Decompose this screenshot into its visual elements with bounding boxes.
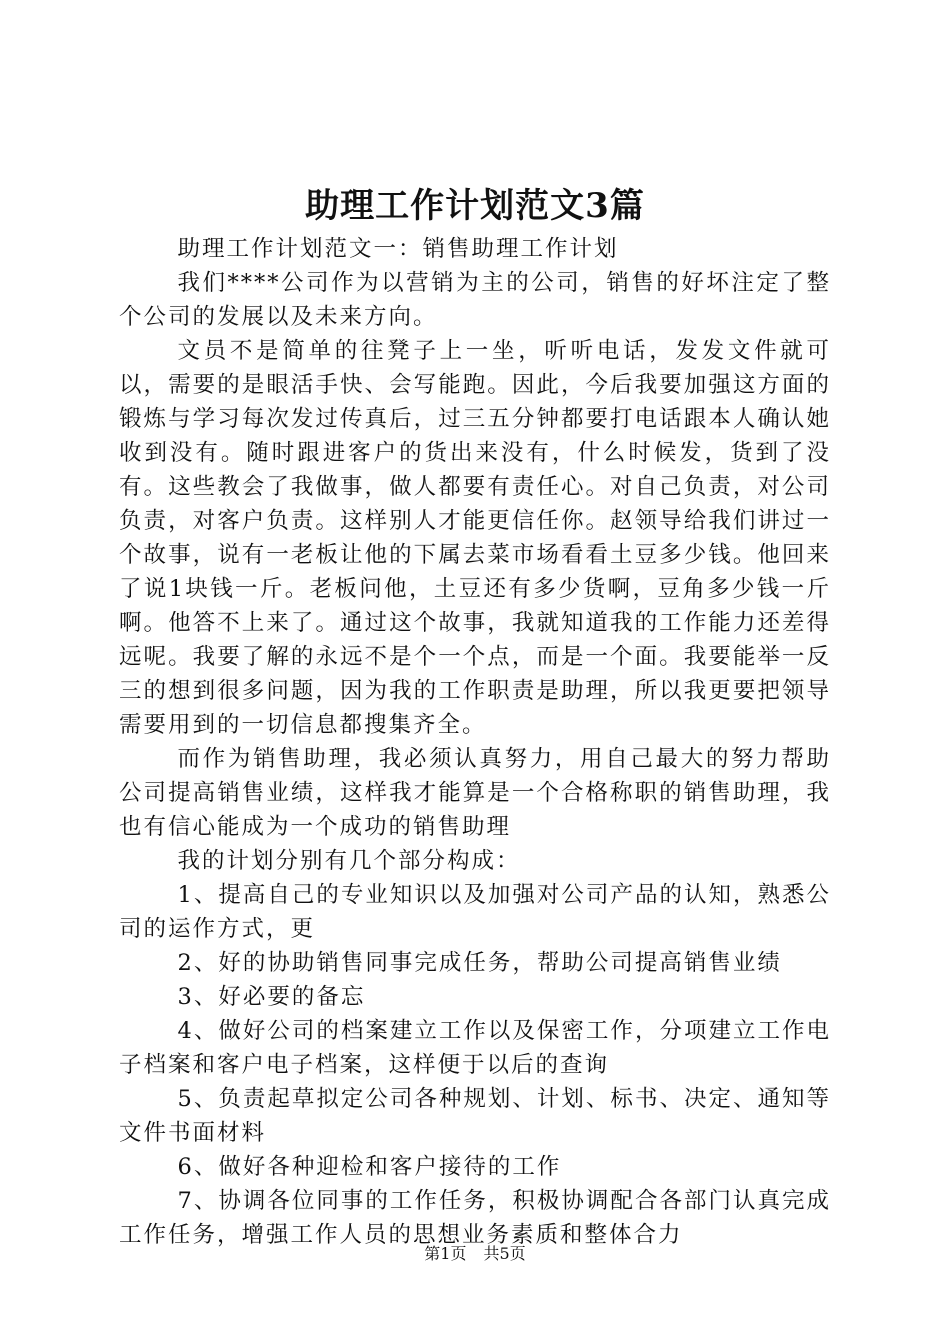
list-item: 4、做好公司的档案建立工作以及保密工作，分项建立工作电子档案和客户电子档案，这样便于以后的查询 (119, 1018, 831, 1078)
page-footer (0, 1242, 950, 1266)
paragraph: 而作为销售助理，我必须认真努力，用自己最大的努力帮助公司提高销售业绩，这样我才能算是一个合格称职的销售助理，我也有信心能成为一个成功的销售助理 (119, 746, 831, 840)
list-item: 7、协调各位同事的工作任务，积极协调配合各部门认真完成工作任务，增强工作人员的思想业务素质和整体合力 (119, 1188, 831, 1248)
page-number: 第1页 (424, 1244, 467, 1263)
page-total: 共5页 (483, 1244, 526, 1263)
list-item: 6、做好各种迎检和客户接待的工作 (177, 1154, 562, 1180)
list-item: 2、好的协助销售同事完成任务，帮助公司提高销售业绩 (177, 950, 782, 976)
paragraph-subtitle: 助理工作计划范文一：销售助理工作计划 (177, 236, 619, 262)
paragraph: 文员不是简单的往凳子上一坐，听听电话，发发文件就可以，需要的是眼活手快、会写能跑。因此，今后我要加强这方面的锻炼与学习每次发过传真后，过三五分钟都要打电话跟本人确认她收到没有。随时跟进客户的货出来没有，什么时候发，货到了没有。这些教会了我做事，做人都要有责任心。对自己负责，对公司负责，对客户负责。这样别人才能更信任你。赵领导给我们讲过一个故事，说有一老板让他的下属去菜市场看看土豆多少钱。他回来了说1块钱一斤。老板问他，土豆还有多少货啊，豆角多少钱一斤啊。他答不上来了。通过这个故事，我就知道我的工作能力还差得远呢。我要了解的永远不是个一个点，而是一个面。我要能举一反三的想到很多问题，因为我的工作职责是助理，所以我更要把领导需要用到的一切信息都搜集齐全。 (119, 338, 831, 738)
list-item: 5、负责起草拟定公司各种规划、计划、标书、决定、通知等文件书面材料 (119, 1086, 831, 1146)
document-body (119, 232, 831, 1252)
list-item: 1、提高自己的专业知识以及加强对公司产品的认知，熟悉公司的运作方式，更 (119, 882, 831, 942)
list-item: 3、好必要的备忘 (177, 984, 366, 1010)
paragraph: 我们****公司作为以营销为主的公司，销售的好坏注定了整个公司的发展以及未来方向。 (119, 270, 831, 330)
paragraph: 我的计划分别有几个部分构成： (177, 848, 521, 874)
document-title: 助理工作计划范文3篇 (305, 186, 645, 226)
